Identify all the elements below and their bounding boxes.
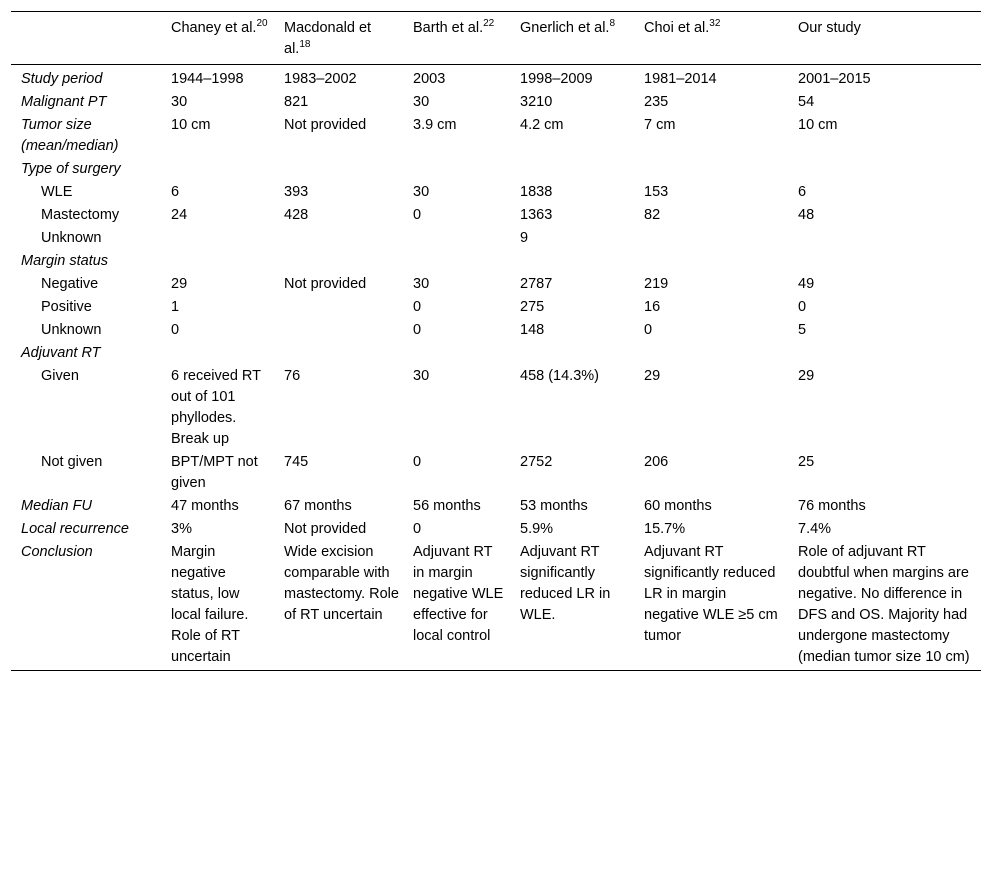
table-cell: 76 months: [798, 498, 866, 514]
table-cell: [788, 343, 981, 366]
table-cell: [161, 159, 274, 182]
table-cell: [510, 343, 634, 366]
table-cell: [274, 251, 403, 274]
table-cell: 4.2 cm: [520, 117, 564, 133]
table-cell: 30: [413, 94, 430, 110]
row-sublabel: Unknown: [41, 322, 102, 338]
header-study-name: Barth et al.: [413, 20, 484, 36]
table-cell: 0: [413, 521, 422, 537]
table-body: [11, 65, 981, 671]
row-label: Malignant PT: [21, 94, 107, 110]
table-cell: 25: [798, 454, 815, 470]
table-cell: Not provided: [284, 276, 367, 292]
row-sublabel: Not given: [41, 454, 103, 470]
table-cell: BPT/MPT not given: [171, 454, 258, 491]
table-row: [11, 297, 981, 320]
header-study-name: Gnerlich et al.: [520, 20, 610, 36]
table-cell: 47 months: [171, 498, 239, 514]
header-cell: [788, 12, 981, 65]
row-label: Adjuvant RT: [21, 345, 101, 361]
table-cell: 3.9 cm: [413, 117, 457, 133]
table-cell: 153: [644, 184, 669, 200]
table-row: [11, 343, 981, 366]
table-cell: 2787: [520, 276, 553, 292]
row-sublabel: WLE: [41, 184, 73, 200]
table-cell: 7.4%: [798, 521, 832, 537]
reference-number: 8: [609, 18, 616, 30]
table-cell: 6 received RT out of 101 phyllodes. Break up: [171, 368, 261, 447]
table-cell: 6: [171, 184, 180, 200]
table-cell: [403, 251, 510, 274]
table-cell: 2003: [413, 71, 446, 87]
table-cell: [510, 159, 634, 182]
table-cell: 1998–2009: [520, 71, 593, 87]
table-row: [11, 366, 981, 452]
table-cell: 67 months: [284, 498, 352, 514]
table-cell: 56 months: [413, 498, 481, 514]
table-cell: 24: [171, 207, 188, 223]
table-cell: 219: [644, 276, 669, 292]
header-cell: [403, 12, 510, 65]
table-cell: 30: [413, 368, 430, 384]
table-cell: 16: [644, 299, 661, 315]
row-label: Type of surgery: [21, 161, 121, 177]
header-study-name: Our study: [798, 20, 861, 36]
table-cell: 76: [284, 368, 301, 384]
row-sublabel: Given: [41, 368, 79, 384]
table-cell: [788, 159, 981, 182]
table-cell: 1838: [520, 184, 553, 200]
table-cell: 0: [413, 322, 422, 338]
table-header: [11, 12, 981, 65]
table-row: [11, 115, 981, 159]
table-cell: [274, 159, 403, 182]
table-cell: 53 months: [520, 498, 588, 514]
table-cell: 0: [644, 322, 653, 338]
row-label: Local recurrence: [21, 521, 129, 537]
table-cell: 5.9%: [520, 521, 554, 537]
table-cell: 29: [644, 368, 661, 384]
reference-number: 18: [299, 39, 311, 51]
header-study-name: Macdonald et al.: [284, 20, 372, 57]
table-cell: Wide excision comparable with mastectomy. Role of RT uncertain: [284, 544, 399, 623]
table-cell: 30: [413, 276, 430, 292]
table-row: [11, 251, 981, 274]
table-cell: 30: [413, 184, 430, 200]
table-cell: 29: [171, 276, 188, 292]
table-cell: 1944–1998: [171, 71, 244, 87]
header-cell-empty: [11, 12, 161, 65]
table-cell: 0: [798, 299, 807, 315]
table-cell: [634, 343, 788, 366]
table-cell: 0: [413, 207, 422, 223]
table-cell: 48: [798, 207, 815, 223]
table-row: [11, 542, 981, 671]
table-cell: Adjuvant RT in margin negative WLE effective for local control: [413, 544, 504, 644]
table-row: [11, 320, 981, 343]
table-cell: Not provided: [284, 521, 367, 537]
row-label: Median FU: [21, 498, 92, 514]
table-cell: [161, 228, 274, 251]
table-cell: [274, 228, 403, 251]
table-row: [11, 274, 981, 297]
header-study-name: Chaney et al.: [171, 20, 257, 36]
table-cell: [510, 251, 634, 274]
header-row: [11, 12, 981, 65]
table-cell: 10 cm: [171, 117, 211, 133]
table-row: [11, 92, 981, 115]
table-cell: [274, 297, 403, 320]
table-cell: 148: [520, 322, 545, 338]
table-cell: 10 cm: [798, 117, 838, 133]
row-sublabel: Positive: [41, 299, 92, 315]
table-cell: 235: [644, 94, 669, 110]
comparison-table: [11, 11, 981, 671]
table-cell: Role of adjuvant RT doubtful when margins are negative. No difference in DFS and OS. Majority had undergone mastectomy (median tumor size 10 cm): [798, 544, 970, 665]
reference-number: 20: [256, 18, 268, 30]
row-label: Study period: [21, 71, 103, 87]
table-cell: [403, 228, 510, 251]
row-label: Conclusion: [21, 544, 93, 560]
table-row: [11, 182, 981, 205]
table-cell: [403, 159, 510, 182]
table-cell: 1983–2002: [284, 71, 357, 87]
table-cell: [788, 228, 981, 251]
reference-number: 32: [709, 18, 721, 30]
table-cell: 1363: [520, 207, 553, 223]
table-cell: 7 cm: [644, 117, 676, 133]
table-cell: 393: [284, 184, 309, 200]
table-cell: Margin negative status, low local failure. Role of RT uncertain: [171, 544, 249, 665]
table-cell: [274, 343, 403, 366]
row-sublabel: Mastectomy: [41, 207, 120, 223]
table-row: [11, 159, 981, 182]
table-cell: 0: [171, 322, 180, 338]
table-row: [11, 205, 981, 228]
table-cell: 60 months: [644, 498, 712, 514]
table-row: [11, 65, 981, 93]
table-cell: 82: [644, 207, 661, 223]
table-cell: [634, 228, 788, 251]
table-cell: 1981–2014: [644, 71, 717, 87]
table-cell: 9: [520, 230, 529, 246]
table-cell: 3%: [171, 521, 192, 537]
row-sublabel: Unknown: [41, 230, 102, 246]
table-cell: [161, 251, 274, 274]
row-label: Tumor size (mean/median): [21, 117, 119, 154]
table-cell: 2001–2015: [798, 71, 871, 87]
table-row: [11, 496, 981, 519]
table-cell: 30: [171, 94, 188, 110]
table-cell: [634, 251, 788, 274]
header-cell: [274, 12, 403, 65]
table-cell: 29: [798, 368, 815, 384]
table-cell: [634, 159, 788, 182]
table-cell: [161, 343, 274, 366]
table-cell: [274, 320, 403, 343]
header-cell: [634, 12, 788, 65]
table-cell: 5: [798, 322, 807, 338]
table-cell: 2752: [520, 454, 553, 470]
table-cell: 458 (14.3%): [520, 368, 599, 384]
table-cell: Adjuvant RT significantly reduced LR in WLE.: [520, 544, 611, 623]
table-cell: 3210: [520, 94, 553, 110]
table-cell: Not provided: [284, 117, 367, 133]
table-row: [11, 519, 981, 542]
header-cell: [510, 12, 634, 65]
reference-number: 22: [483, 18, 495, 30]
row-label: Margin status: [21, 253, 109, 269]
table-cell: 15.7%: [644, 521, 686, 537]
table-cell: [403, 343, 510, 366]
row-sublabel: Negative: [41, 276, 99, 292]
table-cell: 6: [798, 184, 807, 200]
table-cell: 821: [284, 94, 309, 110]
table-row: [11, 228, 981, 251]
header-cell: [161, 12, 274, 65]
table-cell: 0: [413, 454, 422, 470]
header-study-name: Choi et al.: [644, 20, 710, 36]
table-cell: 428: [284, 207, 309, 223]
table-cell: 54: [798, 94, 815, 110]
table-cell: 49: [798, 276, 815, 292]
table-cell: 745: [284, 454, 309, 470]
table-cell: [788, 251, 981, 274]
table-cell: Adjuvant RT significantly reduced LR in margin negative WLE ≥5 cm tumor: [644, 544, 778, 644]
table-row: [11, 452, 981, 496]
table-cell: 275: [520, 299, 545, 315]
table-cell: 0: [413, 299, 422, 315]
table-cell: 1: [171, 299, 180, 315]
table-cell: 206: [644, 454, 669, 470]
